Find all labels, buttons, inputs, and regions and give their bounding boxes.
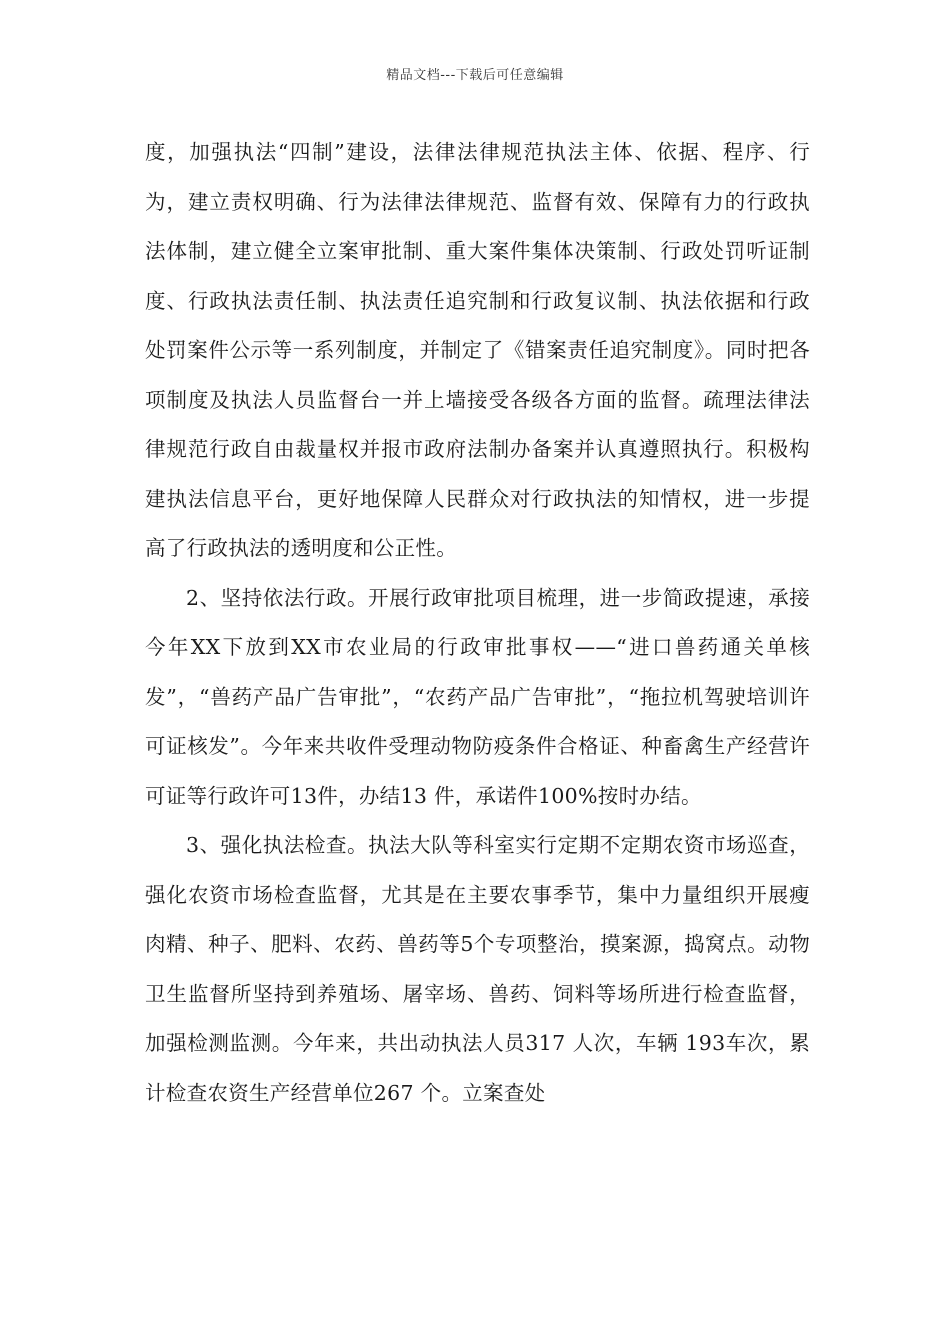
paragraph-section-2: 2、坚持依法行政。开展行政审批项目梳理，进一步简政提速，承接今年XX下放到XX市农业局的行政审批事权——“进口兽药通关单核发”，“兽药产品广告审批”，“农药产品广告审批”，“拖拉机驾驶培训许可证核发”。今年来共收件受理动物防疫条件合格证、种畜禽生产经营许可证等行政许可13件，办结13 件，承诺件100%按时办结。 bbox=[145, 585, 810, 808]
document-body bbox=[145, 128, 810, 1118]
page-header: 精品文档---下载后可任意编辑 bbox=[386, 68, 564, 83]
paragraph-continued: 度，加强执法“四制”建设，法律法律规范执法主体、依据、程序、行为，建立责权明确、行为法律法律规范、监督有效、保障有力的行政执法体制，建立健全立案审批制、重大案件集体决策制、行政处罚听证制度、行政执法责任制、执法责任追究制和行政复议制、执法依据和行政处罚案件公示等一系列制度，并制定了《错案责任追究制度》。同时把各项制度及执法人员监督台一并上墙接受各级各方面的监督。疏理法律法律规范行政自由裁量权并报市政府法制办备案并认真遵照执行。积极构建执法信息平台，更好地保障人民群众对行政执法的知情权，进一步提高了行政执法的透明度和公正性。 bbox=[145, 140, 810, 560]
paragraph-section-3: 3、强化执法检查。执法大队等科室实行定期不定期农资市场巡查，强化农资市场检查监督，尤其是在主要农事季节，集中力量组织开展瘦肉精、种子、肥料、农药、兽药等5个专项整治，摸案源，捣窝点。动物卫生监督所坚持到养殖场、屠宰场、兽药、饲料等场所进行检查监督，加强检测监测。今年来，共出动执法人员317 人次，车辆 193车次，累计检查农资生产经营单位267 个。立案查处 bbox=[145, 833, 810, 1105]
